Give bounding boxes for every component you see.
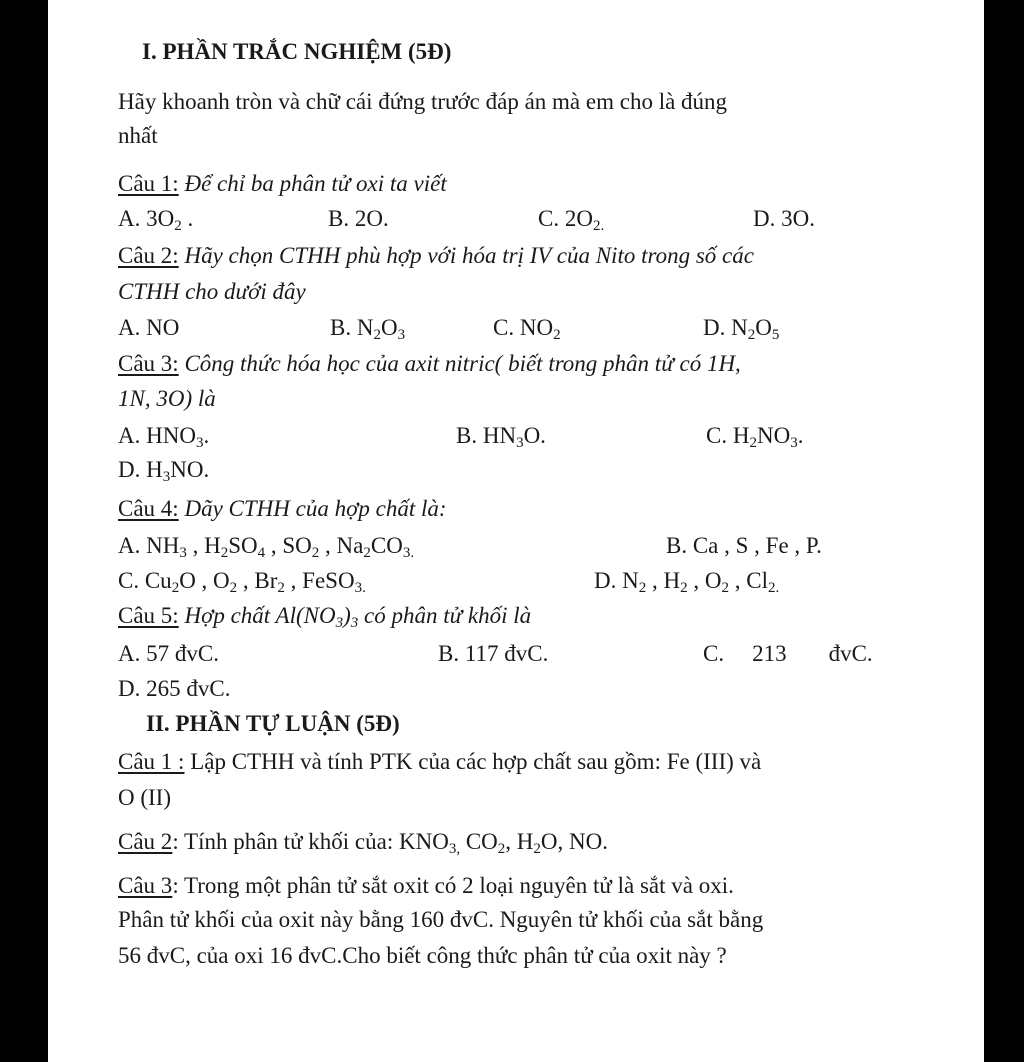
q4-option-b: B. Ca , S , Fe , P. — [666, 533, 822, 558]
part2-heading: II. PHẦN TỰ LUẬN (5Đ) — [146, 711, 400, 736]
essay-3-text: : Trong một phân tử sắt oxit có 2 loại nguyên tử là sắt và oxi. — [172, 873, 734, 898]
question-3 — [118, 350, 741, 378]
question-4-text: Dãy CTHH của hợp chất là: — [178, 496, 447, 521]
q2-option-a: A. NO — [118, 315, 180, 340]
q3-option-c: C. $H_2NO_3$. — [706, 423, 804, 451]
instruction-line-1: Hãy khoanh tròn và chữ cái đứng trước đáp án mà em cho là đúng — [118, 89, 728, 114]
question-5 — [118, 602, 531, 630]
q4-option-a: A. $NH_3$ , $H_2SO_4$ , $SO_2$ , $Na_2CO_{3.}$ — [118, 533, 415, 561]
q2-option-d: D. $N_2O_5$ — [703, 315, 780, 343]
essay-1-label: Câu 1 : — [118, 749, 185, 774]
q3-option-b: B. $HN_3O$. — [456, 423, 546, 451]
exam-page — [48, 0, 984, 1062]
essay-3-label: Câu 3 — [118, 873, 173, 898]
essay-question-3 — [118, 872, 734, 900]
essay-3-text-cont-1: Phân tử khối của oxit này bằng 160 đvC. Nguyên tử khối của sắt bằng — [118, 907, 764, 932]
question-2-text-cont: CTHH cho dưới đây — [118, 279, 306, 304]
question-2-text: Hãy chọn CTHH phù hợp với hóa trị IV của Nito trong số các — [178, 243, 754, 268]
essay-1-text-cont: O (II) — [118, 785, 171, 810]
question-3-text: Công thức hóa học của axit nitric( biết trong phân tử có 1H, — [178, 351, 741, 376]
essay-2-text: : Tính phân tử khối của: $KNO_{3,}$ $CO_2$, $H_2O$, NO. — [172, 829, 608, 857]
question-1-text: Để chỉ ba phân tử oxi ta viết — [178, 171, 447, 196]
essay-3-text-cont-2: 56 đvC, của oxi 16 đvC.Cho biết công thức phân tử của oxit này ? — [118, 943, 727, 968]
question-1 — [118, 170, 447, 198]
part1-heading: I. PHẦN TRẮC NGHIỆM (5Đ) — [142, 39, 452, 64]
q5-option-a: A. 57 đvC. — [118, 641, 219, 666]
question-2 — [118, 242, 754, 270]
question-4 — [118, 495, 447, 523]
q1-option-d: D. 3O. — [753, 206, 815, 231]
question-3-text-cont: 1N, 3O) là — [118, 386, 216, 411]
q2-option-c: C. $NO_2$ — [493, 315, 561, 343]
instruction-line-2: nhất — [118, 123, 158, 148]
question-5-label: Câu 5: — [118, 603, 179, 628]
essay-1-text: Lập CTHH và tính PTK của các hợp chất sau gồm: Fe (III) và — [184, 749, 762, 774]
q5-option-b: B. 117 đvC. — [438, 641, 549, 666]
q3-option-d: D. $H_3NO$. — [118, 457, 210, 485]
question-2-label: Câu 2: — [118, 243, 179, 268]
question-5-text: Hợp chất $Al(NO_3)_3$ có phân tử khối là — [178, 603, 532, 631]
q1-option-b: B. 2O. — [328, 206, 389, 231]
q2-option-b: B. $N_2O_3$ — [330, 315, 406, 343]
essay-question-1 — [118, 748, 761, 776]
q4-option-d: D. $N_2$ , $H_2$ , $O_2$ , $Cl_{2.}$ — [594, 568, 780, 596]
question-3-label: Câu 3: — [118, 351, 179, 376]
essay-2-label: Câu 2 — [118, 829, 173, 854]
question-4-label: Câu 4: — [118, 496, 179, 521]
q5-option-d: D. 265 đvC. — [118, 676, 231, 701]
question-1-label: Câu 1: — [118, 171, 179, 196]
q3-option-a: A. $HNO_3$. — [118, 423, 210, 451]
q1-option-c: C. $2O_{2.}$ — [538, 206, 605, 234]
q1-option-a: A. $3O_2$ . — [118, 206, 194, 234]
q4-option-c: C. $Cu_2O$ , $O_2$ , $Br_2$ , FeSO$_{3.}$ — [118, 568, 366, 596]
q5-option-c: C. 213 đvC. — [703, 641, 873, 666]
essay-question-2 — [118, 828, 608, 856]
